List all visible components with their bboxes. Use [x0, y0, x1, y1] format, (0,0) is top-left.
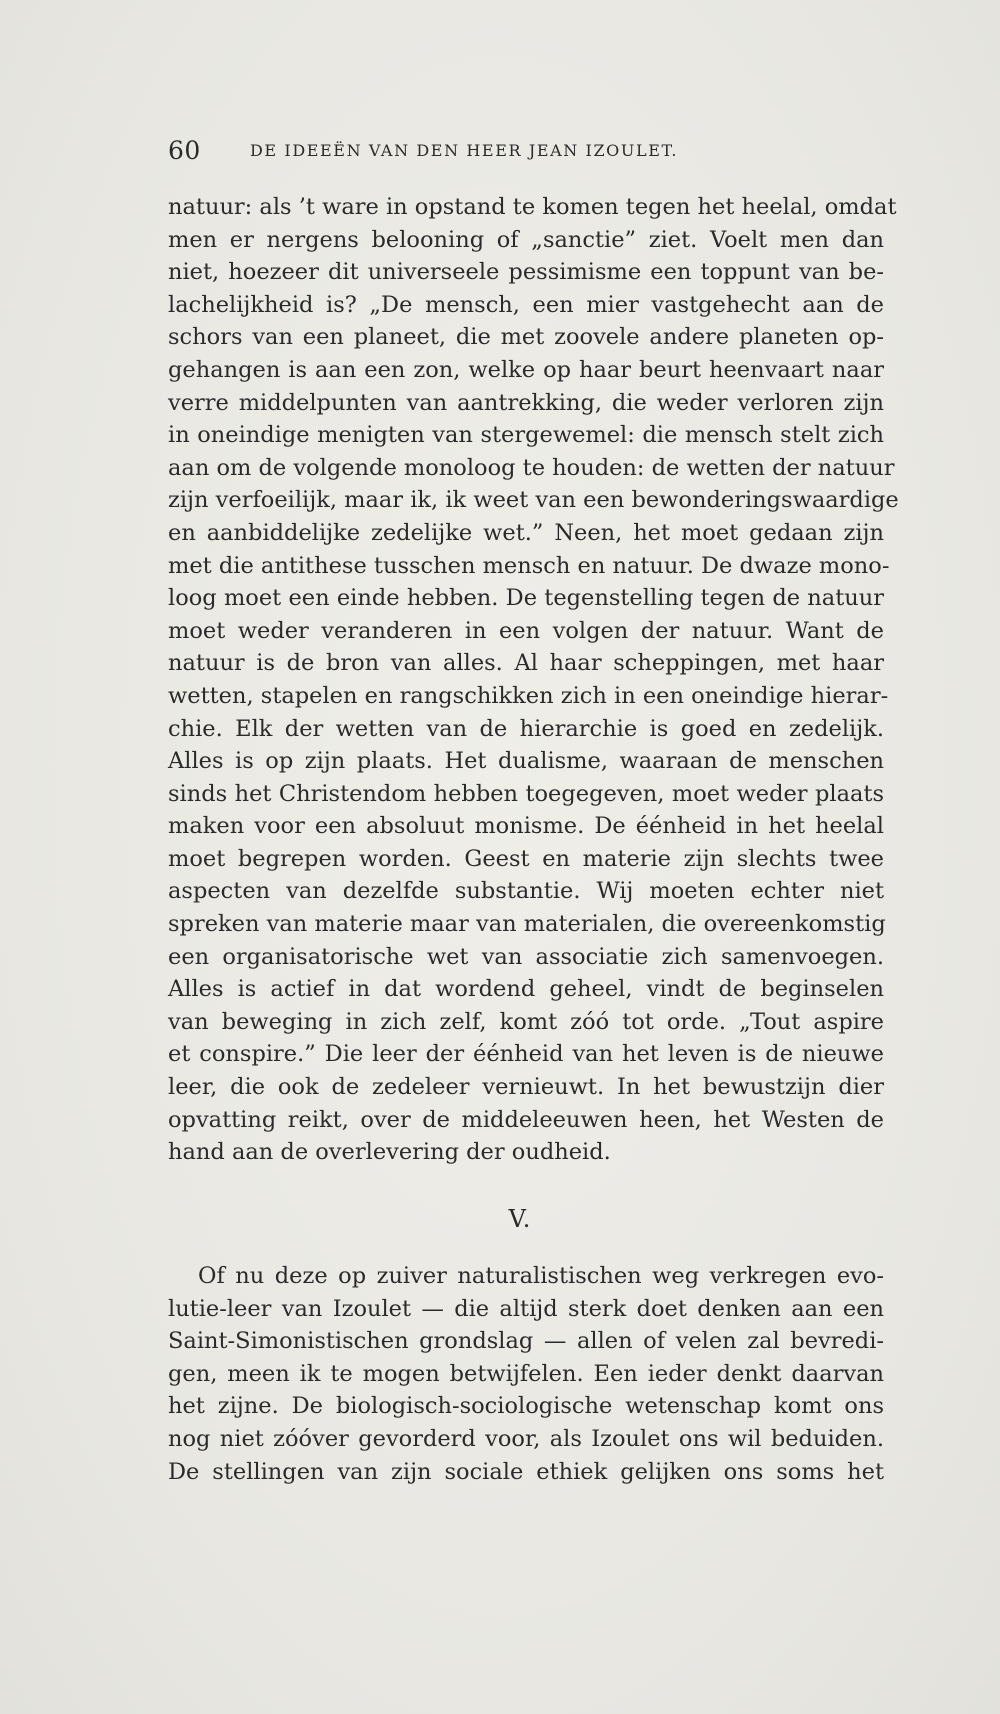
text-line: maken voor een absoluut monisme. De éénheid in het heelal	[168, 813, 884, 840]
text-line: niet, hoezeer dit universeele pessimisme een toppunt van be-	[168, 259, 884, 286]
text-line: gehangen is aan een zon, welke op haar beurt heenvaart naar	[168, 356, 884, 383]
text-line: Saint-Simonistischen grondslag — allen of velen zal bevredi-	[168, 1328, 884, 1355]
text-line: een organisatorische wet van associatie zich samenvoegen.	[168, 943, 884, 970]
text-line: Alles is actief in dat wordend geheel, vindt de beginselen	[168, 976, 884, 1003]
paragraph-section-v	[168, 1260, 884, 1488]
text-line: hand aan de overlevering der oudheid.	[168, 1139, 611, 1166]
text-line: gen, meen ik te mogen betwijfelen. Een ieder denkt daarvan	[168, 1360, 884, 1387]
section-heading: V.	[508, 1205, 532, 1233]
text-line: Of nu deze op zuiver naturalistischen weg verkregen evo-	[198, 1263, 884, 1289]
paragraph-continued	[168, 191, 899, 1169]
text-line: zijn verfoeilijk, maar ik, ik weet van een bewonderingswaardige	[168, 487, 899, 514]
text-line: het zijne. De biologisch-sociologische wetenschap komt ons	[168, 1393, 884, 1420]
text-line: loog moet een einde hebben. De tegenstelling tegen de natuur	[168, 585, 884, 612]
text-line: chie. Elk der wetten van de hierarchie is goed en zedelijk.	[168, 715, 884, 742]
text-line: nog niet zóóver gevorderd voor, als Izoulet ons wil beduiden.	[168, 1425, 884, 1452]
text-line: moet begrepen worden. Geest en materie zijn slechts twee	[168, 845, 884, 872]
text-line: et conspire.” Die leer der éénheid van het leven is de nieuwe	[168, 1041, 884, 1068]
page-number: 60	[168, 136, 201, 165]
text-line: men er nergens belooning of „sanctie” ziet. Voelt men dan	[168, 226, 884, 253]
text-line: en aanbiddelijke zedelijke wet.” Neen, het moet gedaan zijn	[168, 519, 884, 546]
text-line: Alles is op zijn plaats. Het dualisme, waaraan de menschen	[168, 748, 884, 775]
text-line: natuur: als ’t ware in opstand te komen tegen het heelal, omdat	[168, 194, 897, 220]
text-line: natuur is de bron van alles. Al haar scheppingen, met haar	[168, 650, 884, 677]
text-line: opvatting reikt, over de middeleeuwen heen, het Westen de	[168, 1106, 884, 1133]
text-line: De stellingen van zijn sociale ethiek gelijken ons soms het	[168, 1458, 884, 1485]
text-line: van beweging in zich zelf, komt zóó tot orde. „Tout aspire	[168, 1008, 884, 1035]
text-line: wetten, stapelen en rangschikken zich in een oneindige hierar-	[168, 682, 889, 709]
text-line: moet weder veranderen in een volgen der natuur. Want de	[168, 617, 884, 644]
text-line: lachelijkheid is? „De mensch, een mier vastgehecht aan de	[168, 291, 884, 318]
text-line: leer, die ook de zedeleer vernieuwt. In het bewustzijn dier	[168, 1074, 884, 1101]
running-title: DE IDEEËN VAN DEN HEER JEAN IZOULET.	[250, 141, 679, 160]
text-line: verre middelpunten van aantrekking, die weder verloren zijn	[168, 389, 884, 416]
text-line: met die antithese tusschen mensch en natuur. De dwaze mono-	[168, 552, 890, 579]
text-line: schors van een planeet, die met zoovele andere planeten op-	[168, 324, 884, 351]
text-line: spreken van materie maar van materialen, die overeenkomstig	[168, 911, 886, 938]
text-line: in oneindige menigten van stergewemel: die mensch stelt zich	[168, 422, 884, 449]
text-line: aspecten van dezelfde substantie. Wij moeten echter niet	[168, 878, 884, 905]
running-head	[168, 136, 888, 170]
text-line: sinds het Christendom hebben toegegeven, moet weder plaats	[168, 780, 884, 807]
text-line: lutie-leer van Izoulet — die altijd sterk doet denken aan een	[168, 1295, 884, 1322]
text-line: aan om de volgende monoloog te houden: de wetten der natuur	[168, 454, 895, 481]
